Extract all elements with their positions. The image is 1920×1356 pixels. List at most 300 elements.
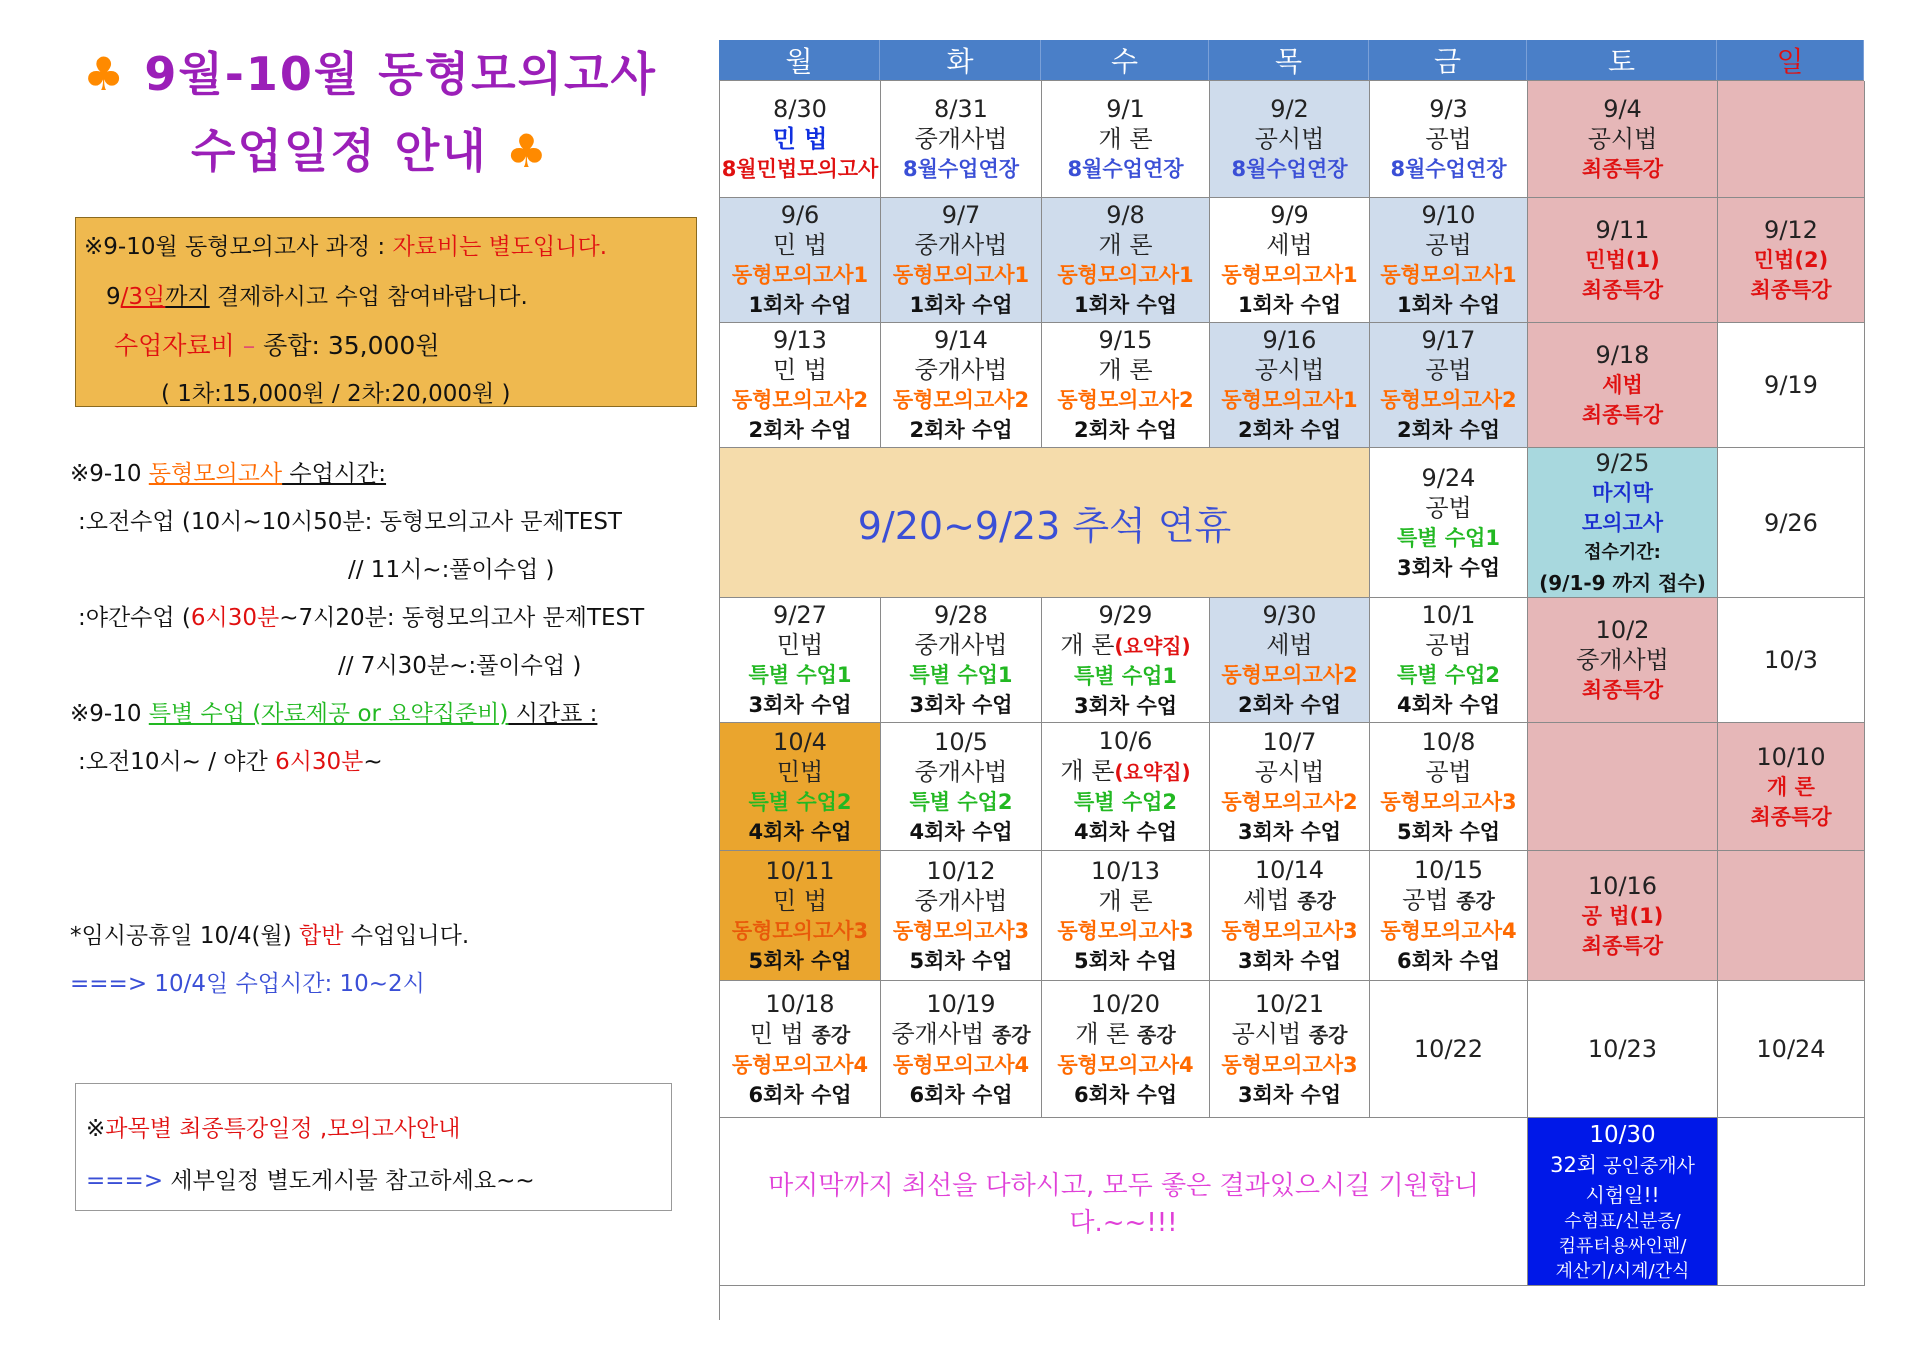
day-type: 동형모의고사1 xyxy=(892,263,1030,287)
fee-line-3 xyxy=(114,326,439,362)
day-cell xyxy=(881,81,1042,198)
day-cell xyxy=(881,598,1042,723)
day-subject-text: 개 론 xyxy=(1075,1019,1130,1048)
day-subject: 공 법(1) xyxy=(1581,903,1664,928)
day-subject: 중개사법 xyxy=(914,757,1008,786)
day-cell-empty xyxy=(1718,851,1865,981)
day-cell xyxy=(1210,598,1370,723)
fee-line-1-prefix: ※9-10월 동형모의고사 과정 : xyxy=(84,234,393,260)
day-cell xyxy=(1370,723,1528,851)
schedule-heading xyxy=(70,455,386,488)
day-date: 9/17 xyxy=(1421,326,1476,354)
day-cell xyxy=(1718,598,1865,723)
day-subject xyxy=(1232,1019,1348,1050)
exam-items-2: 컴퓨터용싸인펜/ xyxy=(1558,1235,1687,1257)
special-time-b: 6시30분 xyxy=(275,749,364,775)
day-subject xyxy=(750,1019,850,1050)
day-session: 3회차 수업 xyxy=(1237,819,1342,844)
day-header-wed: 수 xyxy=(1041,40,1209,80)
final-lecture-note-box xyxy=(75,1083,672,1211)
day-date: 10/11 xyxy=(765,856,835,885)
exam-name: 공인중개사 xyxy=(1597,1154,1695,1177)
day-subject: 민법(1) xyxy=(1585,248,1660,272)
day-type: 특별 수업1 xyxy=(1073,663,1178,688)
day-type: 최종특강 xyxy=(1750,804,1832,829)
day-type: 8월수업연장 xyxy=(1390,157,1507,181)
day-cell xyxy=(1528,198,1718,323)
day-cell xyxy=(1370,981,1528,1118)
chuseok-holiday-cell xyxy=(720,448,1370,598)
day-session: 3회차 수업 xyxy=(1073,693,1178,718)
day-date: 8/31 xyxy=(934,95,988,123)
day-cell xyxy=(1370,81,1528,198)
pm-class-b: 6시30분 xyxy=(190,605,280,631)
day-subject: 공법 xyxy=(1425,356,1472,384)
day-cell xyxy=(881,981,1042,1118)
closing-message: 마지막까지 최선을 다하시고, 모두 좋은 결과있으시길 기원합니다.~~!!! xyxy=(768,1170,1479,1238)
special-heading-b: 특별 수업 (자료제공 or 요약집준비) xyxy=(148,701,509,727)
day-date: 10/18 xyxy=(765,989,835,1018)
day-subject: 민법(2) xyxy=(1753,248,1829,272)
day-header-mon: 월 xyxy=(719,40,880,80)
day-date: 10/8 xyxy=(1421,727,1476,756)
day-type: 최종특강 xyxy=(1581,403,1664,427)
end-tag: 종강 xyxy=(1297,889,1336,913)
day-subject: 민 법 xyxy=(772,125,828,153)
day-cell xyxy=(1528,981,1718,1118)
holiday-note-c: 수업입니다. xyxy=(343,923,470,949)
day-date: 9/3 xyxy=(1429,95,1468,123)
day-type: 동형모의고사2 xyxy=(892,388,1030,412)
pm-class-c: ~7시20분: 동형모의고사 문제TEST xyxy=(279,605,645,631)
day-cell xyxy=(720,198,881,323)
day-date: 9/6 xyxy=(780,201,820,229)
day-session: 6회차 수업 xyxy=(748,1082,852,1107)
day-session: 6회차 수업 xyxy=(909,1082,1013,1107)
day-date: 10/2 xyxy=(1595,616,1650,644)
day-session: 3회차 수업 xyxy=(1396,555,1501,580)
day-session: 3회차 수업 xyxy=(1237,949,1342,973)
day-type: 동형모의고사3 xyxy=(731,918,869,943)
day-type: 동형모의고사4 xyxy=(892,1052,1030,1077)
day-date: 10/23 xyxy=(1587,1035,1658,1063)
day-cell xyxy=(1210,323,1370,448)
exam-round: 32회 xyxy=(1550,1152,1598,1177)
day-date: 10/21 xyxy=(1254,989,1325,1018)
day-subject: 공법 xyxy=(1425,493,1472,522)
day-cell xyxy=(1042,323,1210,448)
day-cell xyxy=(881,723,1042,851)
exam-title xyxy=(1550,1150,1695,1181)
day-session: 4회차 수업 xyxy=(748,819,852,844)
schedule-heading-b: 동형모의고사 xyxy=(148,461,283,487)
day-session: 1회차 수업 xyxy=(1396,293,1501,317)
day-cell xyxy=(1528,81,1718,198)
day-subject-text: 공법 xyxy=(1402,886,1449,914)
day-date: 10/15 xyxy=(1413,856,1484,884)
day-type: 특별 수업2 xyxy=(1073,790,1178,814)
day-type: 8월수업연장 xyxy=(902,157,1020,181)
day-cell xyxy=(881,323,1042,448)
day-cell-empty xyxy=(1528,723,1718,851)
page-title-line2 xyxy=(70,115,670,181)
day-date: 9/1 xyxy=(1106,95,1145,123)
note-line-2-a: ===> xyxy=(86,1168,164,1194)
day-type: 동형모의고사4 xyxy=(1057,1052,1194,1077)
day-type: 8월수업연장 xyxy=(1067,157,1184,181)
day-session: 5회차 수업 xyxy=(909,948,1013,973)
day-session: 2회차 수업 xyxy=(909,418,1013,442)
day-type: 특별 수업2 xyxy=(909,789,1013,814)
day-cell xyxy=(720,981,881,1118)
note-line-1 xyxy=(86,1110,460,1143)
note-line-2-b: 세부일정 별도게시물 참고하세요~~ xyxy=(163,1168,535,1194)
fee-line-2-d: 결제하시고 수업 참여바랍니다. xyxy=(209,284,528,310)
exam-day-label: 시험일!! xyxy=(1585,1182,1660,1207)
day-cell xyxy=(720,851,881,981)
fee-info-box xyxy=(75,217,697,407)
day-subject: 개 론 xyxy=(1098,125,1153,153)
day-cell xyxy=(1042,851,1210,981)
fee-line-3-red: 수업자료비 xyxy=(114,331,235,360)
day-subject: 공법 xyxy=(1425,757,1472,786)
holiday-label: 9/20~9/23 추석 연휴 xyxy=(857,504,1232,548)
day-type: 최종특강 xyxy=(1581,278,1664,302)
day-subject: 민 법 xyxy=(773,886,827,915)
am-class-2: // 11시~:풀이수업 ) xyxy=(348,557,555,583)
day-subject: 공시법 xyxy=(1587,125,1658,153)
day-date: 10/22 xyxy=(1413,1035,1484,1063)
day-date: 9/10 xyxy=(1421,201,1476,229)
day-type: 최종특강 xyxy=(1750,278,1832,302)
day-session: 2회차 수업 xyxy=(748,418,852,442)
day-cell xyxy=(1718,323,1865,448)
day-date: 9/9 xyxy=(1270,201,1309,229)
day-date: 10/7 xyxy=(1262,727,1317,756)
day-cell xyxy=(1370,598,1528,723)
day-cell xyxy=(1528,598,1718,723)
day-date: 9/8 xyxy=(1106,201,1145,229)
day-cell xyxy=(1528,851,1718,981)
day-cell xyxy=(1718,198,1865,323)
day-session: 5회차 수업 xyxy=(1073,948,1178,973)
day-date: 9/25 xyxy=(1595,448,1650,477)
day-type: 동형모의고사2 xyxy=(1057,388,1194,412)
holiday-note-b: 합반 xyxy=(299,923,344,949)
day-header-sun: 일 xyxy=(1717,40,1864,80)
day-subject: 민 법 xyxy=(773,231,827,259)
day-subject xyxy=(1075,1019,1175,1050)
day-subject: 개 론 xyxy=(1098,886,1153,915)
day-cell xyxy=(720,723,881,851)
end-tag: 종강 xyxy=(811,1022,851,1047)
day-header-tue: 화 xyxy=(880,40,1041,80)
special-class-time xyxy=(78,743,383,776)
day-cell xyxy=(1210,198,1370,323)
day-date: 10/16 xyxy=(1587,871,1658,900)
schedule-heading-c: 수업시간: xyxy=(282,461,387,487)
day-session: 5회차 수업 xyxy=(1396,819,1501,844)
day-type: 동형모의고사2 xyxy=(1221,663,1358,687)
day-type: 동형모의고사3 xyxy=(1380,789,1517,814)
day-type: 동형모의고사3 xyxy=(892,918,1030,943)
day-session: 6회차 수업 xyxy=(1073,1082,1178,1107)
end-tag: 종강 xyxy=(1137,1022,1176,1047)
fee-line-3-dash: – xyxy=(234,331,264,360)
day-session: 6회차 수업 xyxy=(1396,949,1501,973)
day-cell xyxy=(1210,851,1370,981)
day-date: 9/7 xyxy=(941,201,981,229)
day-date: 9/28 xyxy=(934,601,988,629)
day-session: 1회차 수업 xyxy=(909,293,1013,317)
day-date: 9/27 xyxy=(773,601,827,629)
day-subject: 공시법 xyxy=(1254,356,1325,384)
exam-items-1: 수험표/신분증/ xyxy=(1564,1210,1681,1232)
day-date: 9/16 xyxy=(1262,326,1317,354)
day-cell xyxy=(881,851,1042,981)
day-cell xyxy=(1042,198,1210,323)
day-subject: 세법 xyxy=(1602,373,1643,397)
day-type: 동형모의고사1 xyxy=(1380,263,1517,287)
day-subject-text: 중개사법 xyxy=(891,1019,985,1048)
day-subject xyxy=(891,1019,1030,1050)
club-icon: ♣ xyxy=(83,47,127,101)
day-type: 8월수업연장 xyxy=(1231,157,1348,181)
day-subject: 개 론 xyxy=(1098,231,1153,259)
end-tag: 종강 xyxy=(1308,1022,1348,1047)
day-session: 2회차 수업 xyxy=(1237,693,1342,717)
day-date: 9/12 xyxy=(1764,216,1818,244)
day-cell xyxy=(1042,81,1210,198)
day-type: 동형모의고사1 xyxy=(1221,388,1358,412)
day-session: 4회차 수업 xyxy=(1073,820,1178,844)
day-date: 9/13 xyxy=(773,326,827,354)
day-header-sat: 토 xyxy=(1527,40,1717,80)
day-type: 동형모의고사1 xyxy=(1221,263,1358,287)
pm-class-2: // 7시30분~:풀이수업 ) xyxy=(338,653,582,679)
exam-day-cell xyxy=(1528,1118,1718,1286)
day-subject-text: 민 법 xyxy=(749,1019,804,1048)
pm-class xyxy=(78,599,644,632)
club-icon: ♣ xyxy=(505,124,549,178)
day-session: 3회차 수업 xyxy=(1237,1082,1342,1107)
fee-line-1-red: 자료비는 별도입니다. xyxy=(392,234,608,260)
special-time-a: :오전10시~ / 야간 xyxy=(78,749,276,775)
exam-items-3: 계산기/시계/간식 xyxy=(1555,1260,1690,1282)
day-type: 동형모의고사2 xyxy=(1221,789,1358,814)
day-type: 동형모의고사1 xyxy=(1057,263,1194,287)
day-subject: 민 법 xyxy=(773,356,827,384)
end-tag: 종강 xyxy=(1456,889,1495,913)
day-type: 최종특강 xyxy=(1581,678,1664,702)
day-subject: 민법 xyxy=(776,631,824,659)
page-title-line1 xyxy=(70,38,670,104)
title-text-1: 9월-10월 동형모의고사 xyxy=(144,47,657,101)
day-date: 10/1 xyxy=(1421,601,1476,629)
day-type: 동형모의고사2 xyxy=(1380,388,1517,412)
day-date: 10/14 xyxy=(1254,856,1325,884)
day-session: 2회차 수업 xyxy=(1237,418,1342,442)
special-heading-a: ※9-10 xyxy=(70,701,149,727)
day-cell xyxy=(720,81,881,198)
day-date: 9/19 xyxy=(1764,371,1818,399)
fee-line-2-b: /3일 xyxy=(120,284,166,310)
day-subject xyxy=(1402,885,1495,916)
day-date: 10/24 xyxy=(1756,1035,1826,1063)
registration-label: 접수기간: xyxy=(1584,541,1661,563)
day-date: 10/6 xyxy=(1098,727,1153,755)
am-class: :오전수업 (10시~10시50분: 동형모의고사 문제TEST xyxy=(78,509,622,535)
title-text-2: 수업일정 안내 xyxy=(191,124,488,178)
special-heading-c: 시간표 : xyxy=(508,701,598,727)
note-line-2 xyxy=(86,1162,535,1195)
day-date: 9/11 xyxy=(1595,216,1650,244)
day-cell xyxy=(1718,723,1865,851)
day-subject xyxy=(1243,885,1336,916)
day-cell xyxy=(1718,981,1865,1118)
day-subject: 공시법 xyxy=(1254,757,1325,786)
day-cell xyxy=(1042,981,1210,1118)
day-date: 9/4 xyxy=(1603,95,1642,123)
day-subject-text: 세법 xyxy=(1243,886,1290,914)
day-subject: 중개사법 xyxy=(914,356,1008,384)
day-subject-text: 개 론 xyxy=(1060,630,1115,659)
holiday-note-a: *임시공휴일 10/4(월) xyxy=(70,923,300,949)
day-header-thu: 목 xyxy=(1209,40,1369,80)
day-subject: 공법 xyxy=(1425,125,1472,153)
day-cell xyxy=(720,598,881,723)
final-exam-label-2: 모의고사 xyxy=(1581,510,1664,535)
day-subject: 중개사법 xyxy=(914,231,1008,259)
day-subject-text: 공시법 xyxy=(1231,1019,1302,1048)
day-cell xyxy=(1528,323,1718,448)
day-subject: 중개사법 xyxy=(914,631,1008,659)
day-type: 특별 수업2 xyxy=(1396,663,1501,687)
day-type: 동형모의고사2 xyxy=(731,388,869,412)
day-type: 최종특강 xyxy=(1581,157,1664,181)
day-date: 10/5 xyxy=(934,727,988,756)
day-type: 8월민법모의고사 xyxy=(721,157,879,181)
pm-class-a: :야간수업 ( xyxy=(78,605,191,631)
day-cell xyxy=(1210,981,1370,1118)
day-date: 9/18 xyxy=(1595,341,1650,369)
holiday-time: ===> 10/4일 수업시간: 10~2시 xyxy=(70,971,425,997)
summary-tag: (요약집) xyxy=(1114,633,1191,658)
day-type: 동형모의고사3 xyxy=(1057,918,1194,943)
day-cell xyxy=(1370,323,1528,448)
day-cell xyxy=(881,198,1042,323)
day-subject: 개 론 xyxy=(1767,774,1815,799)
note-line-1-a: ※ xyxy=(86,1116,106,1142)
day-date: 10/20 xyxy=(1090,989,1161,1018)
day-session: 5회차 수업 xyxy=(748,948,852,973)
note-line-1-b: 과목별 최종특강일정 ,모의고사안내 xyxy=(105,1116,461,1142)
closing-message-cell xyxy=(720,1118,1528,1286)
fee-line-4: ( 1차:15,000원 / 2차:20,000원 ) xyxy=(161,381,511,407)
fee-line-2 xyxy=(106,278,528,311)
day-cell xyxy=(1042,598,1210,723)
day-session: 4회차 수업 xyxy=(909,819,1013,844)
day-cell xyxy=(720,323,881,448)
day-type: 동형모의고사4 xyxy=(1380,919,1517,943)
day-subject xyxy=(1060,756,1190,787)
day-date: 10/19 xyxy=(926,989,996,1018)
day-type: 동형모의고사3 xyxy=(1221,1052,1358,1077)
day-subject: 공법 xyxy=(1425,631,1472,659)
day-type: 최종특강 xyxy=(1581,933,1664,958)
special-time-c: ~ xyxy=(363,749,383,775)
day-type: 특별 수업1 xyxy=(909,663,1013,687)
day-cell xyxy=(1370,851,1528,981)
day-date: 10/13 xyxy=(1090,856,1161,885)
day-date: 10/4 xyxy=(773,727,827,756)
day-subject: 개 론 xyxy=(1098,356,1153,384)
day-type: 동형모의고사4 xyxy=(731,1052,869,1077)
registration-period: (9/1-9 까지 접수) xyxy=(1539,570,1706,595)
calendar-grid xyxy=(719,80,1864,1320)
day-subject: 민법 xyxy=(776,757,824,786)
fee-line-2-a: 9 xyxy=(106,284,121,310)
day-subject: 중개사법 xyxy=(914,125,1008,153)
day-cell-empty xyxy=(1718,1118,1865,1286)
day-date: 10/30 xyxy=(1589,1121,1656,1148)
day-session: 1회차 수업 xyxy=(748,293,852,317)
day-subject: 중개사법 xyxy=(914,886,1008,915)
day-date: 9/2 xyxy=(1270,95,1309,123)
day-type: 동형모의고사3 xyxy=(1221,919,1358,943)
day-cell xyxy=(1718,448,1865,598)
holiday-note xyxy=(70,917,469,950)
day-cell xyxy=(1042,723,1210,851)
day-session: 1회차 수업 xyxy=(1073,293,1178,317)
day-date: 9/24 xyxy=(1421,463,1476,492)
day-cell xyxy=(1370,448,1528,598)
summary-tag: (요약집) xyxy=(1114,760,1191,784)
day-cell xyxy=(1210,81,1370,198)
day-date: 10/3 xyxy=(1764,646,1818,674)
day-session: 2회차 수업 xyxy=(1073,418,1178,442)
day-date: 9/14 xyxy=(934,326,988,354)
day-date: 9/29 xyxy=(1098,600,1153,629)
day-type: 동형모의고사1 xyxy=(731,263,869,287)
fee-line-2-c: 까지 xyxy=(165,284,210,310)
day-date: 8/30 xyxy=(773,95,827,123)
day-cell xyxy=(1210,723,1370,851)
day-subject-text: 개 론 xyxy=(1060,757,1115,785)
fee-line-3-rest: 종합: 35,000원 xyxy=(263,331,440,360)
day-session: 3회차 수업 xyxy=(909,693,1013,717)
day-session: 3회차 수업 xyxy=(748,693,852,717)
day-date: 9/26 xyxy=(1764,508,1818,537)
day-date: 10/12 xyxy=(926,856,996,885)
day-type: 특별 수업1 xyxy=(748,663,852,687)
day-type: 특별 수업1 xyxy=(1396,525,1501,550)
day-subject: 공시법 xyxy=(1254,125,1325,153)
day-session: 2회차 수업 xyxy=(1396,418,1501,442)
special-class-heading xyxy=(70,695,597,728)
day-cell xyxy=(1370,198,1528,323)
day-session: 1회차 수업 xyxy=(1237,293,1342,317)
fee-line-1 xyxy=(84,228,607,261)
schedule-heading-a: ※9-10 xyxy=(70,461,149,487)
day-cell-final-exam xyxy=(1528,448,1718,598)
day-subject xyxy=(1060,630,1190,661)
day-date: 9/15 xyxy=(1098,326,1153,354)
day-subject: 공법 xyxy=(1425,231,1472,259)
day-subject: 세법 xyxy=(1266,631,1313,659)
day-subject: 중개사법 xyxy=(1576,646,1669,674)
day-date: 9/30 xyxy=(1262,601,1317,629)
